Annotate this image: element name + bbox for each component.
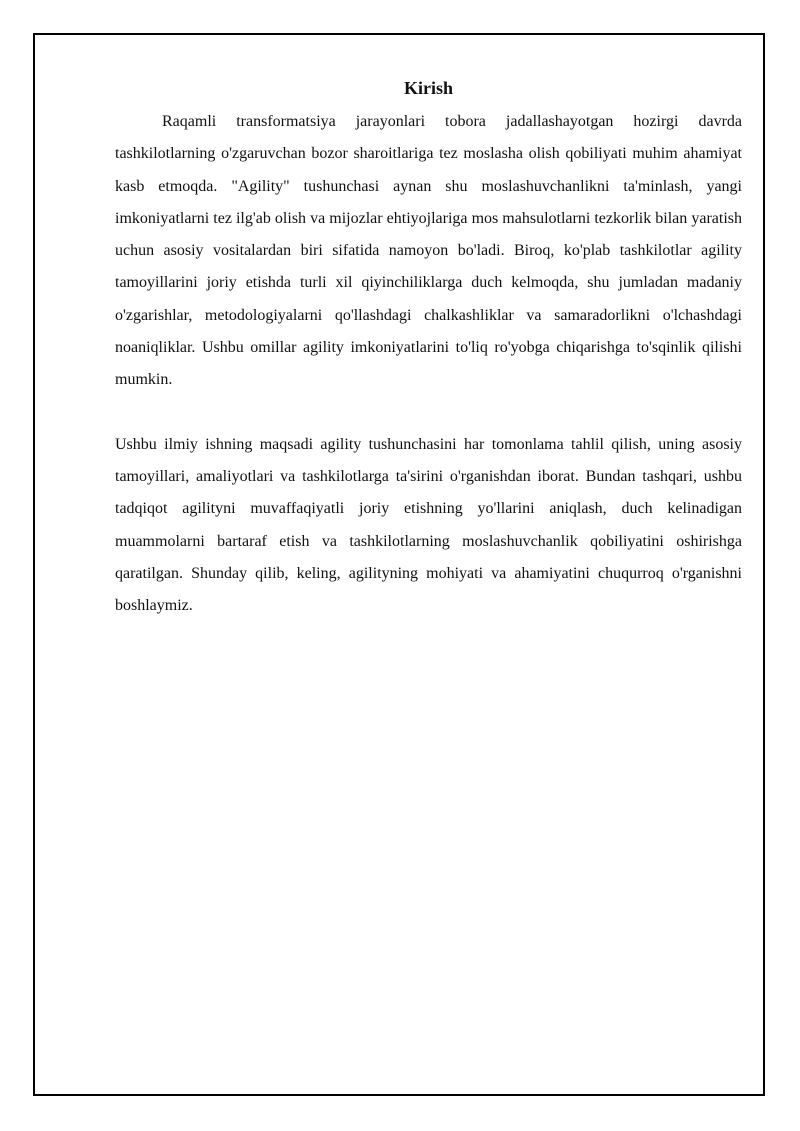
document-title: Kirish — [403, 78, 453, 98]
paragraph-intro: Raqamli transformatsiya jarayonlari tobora jadallashayotgan hozirgi davrda tashkilotlarning o'zgaruvchan bozor sharoitlariga tez moslasha olish qobiliyati muhim ahamiyat kasb etmoqda. "Agility" tushunchasi aynan shu moslashuvchanlikni ta'minlash, yangi imkoniyatlarni tez ilg'ab olish va mijozlar ehtiyojlariga mos mahsulotlarni tezkorlik bilan yaratish uchun asosiy vositalardan biri sifatida namoyon bo'ladi. Biroq, ko'plab tashkilotlar agility tamoyillarini joriy etishda turli xil qiyinchiliklarga duch kelmoqda, shu jumladan madaniy o'zgarishlar, metodologiyalarni qo'llashdagi chalkashliklar va samaradorlikni o'lchashdagi noaniqliklar. Ushbu omillar agility imkoniyatlarini to'liq ro'yobga chiqarishga to'sqinlik qilishi mumkin. — [115, 113, 742, 389]
paragraph-goal: Ushbu ilmiy ishning maqsadi agility tushunchasini har tomonlama tahlil qilish, uning asosiy tamoyillari, amaliyotlari va tashkilotlarga ta'sirini o'rganishdan iborat. Bundan tashqari, ushbu tadqiqot agilityni muvaffaqiyatli joriy etishning yo'llarini aniqlash, duch kelinadigan muammolarni bartaraf etish va tashkilotlarning moslashuvchanlik qobiliyatini oshirishga qaratilgan. Shunday qilib, keling, agilityning mohiyati va ahamiyatini chuqurroq o'rganishni boshlaymiz. — [115, 435, 742, 615]
document-body — [115, 76, 742, 622]
